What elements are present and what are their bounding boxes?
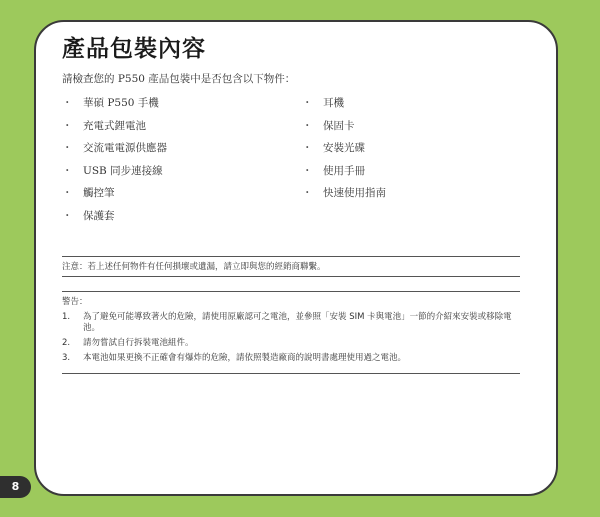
warning-number: 3. — [62, 353, 71, 363]
item-label: 華碩 P550 手機 — [83, 97, 159, 109]
bullet-icon: ・ — [62, 97, 73, 109]
list-item — [62, 185, 167, 208]
warning-list — [62, 312, 520, 368]
list-item — [62, 163, 167, 186]
warning-item — [62, 338, 520, 349]
warning-text: 為了避免可能導致著火的危險，請使用原廠認可之電池，並參照「安裝 SIM 卡與電池」一節的介紹來安裝或移除電池。 — [83, 312, 512, 333]
note-text: 注意：若上述任何物件有任何損壞或遺漏，請立即與您的經銷商聯繫。 — [62, 262, 326, 272]
warning-bottom-divider — [62, 373, 520, 374]
bullet-icon: ・ — [62, 119, 73, 132]
intro-text: 請檢查您的 P550 產品包裝中是否包含以下物件： — [62, 73, 296, 85]
list-item — [302, 118, 386, 141]
bullet-icon: ・ — [62, 164, 73, 177]
list-item — [302, 95, 386, 118]
bullet-icon: ・ — [302, 142, 313, 155]
list-item — [62, 118, 167, 141]
list-item — [62, 95, 167, 118]
item-label: 耳機 — [323, 97, 344, 109]
warning-text: 請勿嘗試自行拆裝電池組件。 — [83, 338, 194, 348]
page-number: 8 — [0, 476, 31, 498]
list-item — [302, 163, 386, 186]
bullet-icon: ・ — [302, 97, 313, 109]
bullet-icon: ・ — [302, 187, 313, 200]
item-label: 觸控筆 — [83, 187, 115, 200]
note-bottom-divider — [62, 276, 520, 277]
item-label: 交流電電源供應器 — [83, 142, 167, 155]
warning-text: 本電池如果更換不正確會有爆炸的危險，請依照製造廠商的說明書處理使用過之電池。 — [83, 353, 407, 363]
item-label: 保護套 — [83, 209, 115, 222]
warning-item — [62, 312, 520, 334]
bullet-icon: ・ — [302, 164, 313, 177]
package-list-left — [62, 95, 167, 231]
list-item — [62, 140, 167, 163]
item-label: USB 同步連接線 — [83, 164, 163, 177]
item-label: 充電式鋰電池 — [83, 119, 146, 132]
warning-number: 2. — [62, 338, 71, 348]
package-list-right — [302, 95, 386, 208]
warning-item — [62, 353, 520, 364]
item-label: 保固卡 — [323, 119, 355, 132]
note-top-divider — [62, 256, 520, 257]
warning-top-divider — [62, 291, 520, 292]
list-item — [302, 185, 386, 208]
bullet-icon: ・ — [62, 187, 73, 200]
bullet-icon: ・ — [62, 209, 73, 222]
list-item — [302, 140, 386, 163]
item-label: 使用手冊 — [323, 164, 365, 177]
item-label: 快速使用指南 — [323, 187, 386, 200]
warning-title: 警告： — [62, 297, 88, 307]
bullet-icon: ・ — [302, 119, 313, 132]
list-item — [62, 208, 167, 231]
content-card — [34, 20, 558, 496]
warning-number: 1. — [62, 312, 71, 322]
page-title: 產品包裝內容 — [62, 36, 206, 62]
item-label: 安裝光碟 — [323, 142, 365, 155]
bullet-icon: ・ — [62, 142, 73, 155]
